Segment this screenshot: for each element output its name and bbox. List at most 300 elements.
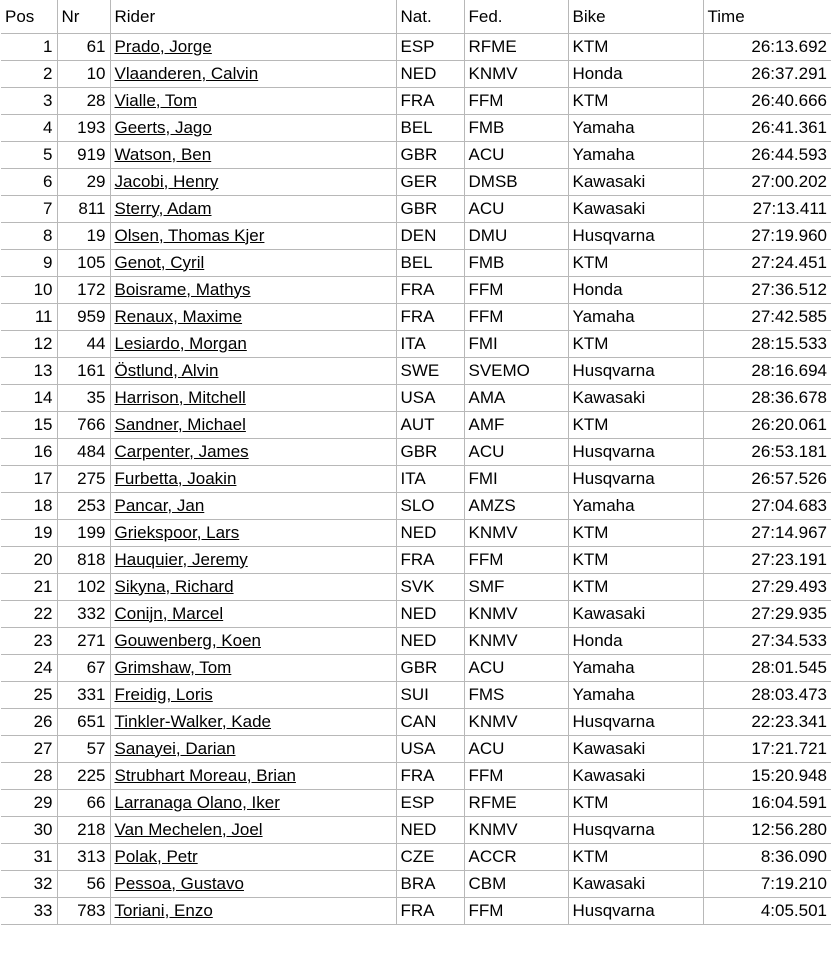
cell-federation: AMZS: [464, 492, 568, 519]
cell-position: 13: [1, 357, 57, 384]
table-header-row: [1, 0, 831, 33]
cell-number: 218: [57, 816, 110, 843]
cell-bike: Kawasaki: [568, 195, 703, 222]
rider-link[interactable]: Renaux, Maxime: [114, 306, 243, 326]
cell-federation: RFME: [464, 33, 568, 60]
cell-federation: ACU: [464, 654, 568, 681]
cell-bike: KTM: [568, 519, 703, 546]
cell-number: 331: [57, 681, 110, 708]
cell-number: 313: [57, 843, 110, 870]
cell-bike: Yamaha: [568, 303, 703, 330]
cell-rider: [110, 789, 396, 816]
cell-bike: Yamaha: [568, 492, 703, 519]
cell-federation: FFM: [464, 546, 568, 573]
cell-number: 61: [57, 33, 110, 60]
cell-nationality: GBR: [396, 195, 464, 222]
cell-position: 10: [1, 276, 57, 303]
rider-link[interactable]: Sterry, Adam: [114, 198, 212, 218]
cell-nationality: NED: [396, 816, 464, 843]
cell-position: 1: [1, 33, 57, 60]
rider-link[interactable]: Vialle, Tom: [114, 90, 198, 110]
cell-time: 28:15.533: [703, 330, 831, 357]
rider-link[interactable]: Gouwenberg, Koen: [114, 630, 261, 650]
cell-rider: [110, 897, 396, 924]
cell-nationality: FRA: [396, 276, 464, 303]
cell-time: 26:20.061: [703, 411, 831, 438]
cell-federation: ACU: [464, 735, 568, 762]
cell-time: 22:23.341: [703, 708, 831, 735]
cell-rider: [110, 627, 396, 654]
cell-time: 27:19.960: [703, 222, 831, 249]
cell-nationality: BRA: [396, 870, 464, 897]
cell-position: 5: [1, 141, 57, 168]
cell-position: 29: [1, 789, 57, 816]
cell-number: 19: [57, 222, 110, 249]
cell-time: 26:44.593: [703, 141, 831, 168]
cell-time: 12:56.280: [703, 816, 831, 843]
rider-link[interactable]: Furbetta, Joakin: [114, 468, 237, 488]
cell-nationality: BEL: [396, 114, 464, 141]
cell-federation: KNMV: [464, 708, 568, 735]
cell-position: 32: [1, 870, 57, 897]
rider-link[interactable]: Polak, Petr: [114, 846, 198, 866]
cell-number: 783: [57, 897, 110, 924]
cell-bike: KTM: [568, 87, 703, 114]
rider-link[interactable]: Vlaanderen, Calvin: [114, 63, 259, 83]
cell-nationality: SUI: [396, 681, 464, 708]
table-row: [1, 627, 831, 654]
table-row: [1, 276, 831, 303]
cell-rider: [110, 708, 396, 735]
cell-rider: [110, 60, 396, 87]
table-row: [1, 114, 831, 141]
cell-nationality: GER: [396, 168, 464, 195]
cell-position: 14: [1, 384, 57, 411]
cell-nationality: CAN: [396, 708, 464, 735]
cell-number: 253: [57, 492, 110, 519]
cell-federation: FMI: [464, 465, 568, 492]
table-row: [1, 357, 831, 384]
table-row: [1, 870, 831, 897]
cell-time: 28:16.694: [703, 357, 831, 384]
table-row: [1, 843, 831, 870]
cell-rider: [110, 303, 396, 330]
cell-number: 225: [57, 762, 110, 789]
table-row: [1, 60, 831, 87]
cell-nationality: FRA: [396, 546, 464, 573]
rider-link[interactable]: Jacobi, Henry: [114, 171, 219, 191]
cell-bike: KTM: [568, 843, 703, 870]
rider-link[interactable]: Carpenter, James: [114, 441, 249, 461]
cell-federation: ACU: [464, 195, 568, 222]
cell-number: 161: [57, 357, 110, 384]
cell-time: 8:36.090: [703, 843, 831, 870]
cell-time: 4:05.501: [703, 897, 831, 924]
cell-bike: Husqvarna: [568, 816, 703, 843]
rider-link[interactable]: Freidig, Loris: [114, 684, 213, 704]
table-row: [1, 411, 831, 438]
cell-rider: [110, 681, 396, 708]
cell-rider: [110, 843, 396, 870]
cell-nationality: NED: [396, 60, 464, 87]
cell-number: 275: [57, 465, 110, 492]
cell-rider: [110, 465, 396, 492]
cell-number: 56: [57, 870, 110, 897]
cell-time: 26:13.692: [703, 33, 831, 60]
cell-position: 27: [1, 735, 57, 762]
cell-rider: [110, 654, 396, 681]
cell-bike: KTM: [568, 546, 703, 573]
cell-number: 35: [57, 384, 110, 411]
cell-nationality: GBR: [396, 654, 464, 681]
cell-rider: [110, 546, 396, 573]
rider-link[interactable]: Lesiardo, Morgan: [114, 333, 247, 353]
rider-link[interactable]: Conijn, Marcel: [114, 603, 224, 623]
cell-time: 27:23.191: [703, 546, 831, 573]
cell-rider: [110, 573, 396, 600]
cell-position: 21: [1, 573, 57, 600]
table-row: [1, 708, 831, 735]
cell-rider: [110, 249, 396, 276]
cell-number: 172: [57, 276, 110, 303]
cell-nationality: FRA: [396, 87, 464, 114]
cell-number: 67: [57, 654, 110, 681]
cell-nationality: SLO: [396, 492, 464, 519]
rider-link[interactable]: Tinkler-Walker, Kade: [114, 711, 272, 731]
cell-federation: FMB: [464, 114, 568, 141]
cell-number: 193: [57, 114, 110, 141]
cell-federation: AMF: [464, 411, 568, 438]
column-header-nr: Nr: [57, 0, 110, 33]
cell-nationality: NED: [396, 627, 464, 654]
cell-nationality: NED: [396, 519, 464, 546]
cell-time: 27:29.935: [703, 600, 831, 627]
cell-nationality: ITA: [396, 330, 464, 357]
table-row: [1, 249, 831, 276]
cell-bike: KTM: [568, 33, 703, 60]
rider-link[interactable]: Sikyna, Richard: [114, 576, 234, 596]
cell-rider: [110, 384, 396, 411]
table-row: [1, 141, 831, 168]
table-row: [1, 465, 831, 492]
table-row: [1, 897, 831, 924]
cell-position: 4: [1, 114, 57, 141]
cell-number: 44: [57, 330, 110, 357]
cell-nationality: ESP: [396, 789, 464, 816]
cell-bike: Kawasaki: [568, 600, 703, 627]
table-row: [1, 735, 831, 762]
cell-nationality: NED: [396, 600, 464, 627]
column-header-nat: Nat.: [396, 0, 464, 33]
cell-nationality: SWE: [396, 357, 464, 384]
cell-federation: FFM: [464, 897, 568, 924]
cell-time: 27:29.493: [703, 573, 831, 600]
rider-link[interactable]: Watson, Ben: [114, 144, 212, 164]
cell-bike: KTM: [568, 330, 703, 357]
cell-rider: [110, 195, 396, 222]
cell-bike: Kawasaki: [568, 735, 703, 762]
cell-federation: FFM: [464, 87, 568, 114]
cell-bike: Kawasaki: [568, 870, 703, 897]
cell-federation: KNMV: [464, 519, 568, 546]
cell-number: 484: [57, 438, 110, 465]
cell-number: 28: [57, 87, 110, 114]
table-row: [1, 573, 831, 600]
cell-federation: CBM: [464, 870, 568, 897]
cell-position: 16: [1, 438, 57, 465]
cell-bike: Husqvarna: [568, 438, 703, 465]
cell-position: 23: [1, 627, 57, 654]
cell-time: 15:20.948: [703, 762, 831, 789]
table-row: [1, 168, 831, 195]
cell-federation: KNMV: [464, 600, 568, 627]
table-row: [1, 600, 831, 627]
cell-rider: [110, 168, 396, 195]
table-row: [1, 330, 831, 357]
cell-number: 199: [57, 519, 110, 546]
rider-link[interactable]: Larranaga Olano, Iker: [114, 792, 280, 812]
cell-position: 31: [1, 843, 57, 870]
cell-number: 57: [57, 735, 110, 762]
cell-position: 2: [1, 60, 57, 87]
cell-time: 7:19.210: [703, 870, 831, 897]
cell-nationality: FRA: [396, 762, 464, 789]
cell-time: 17:21.721: [703, 735, 831, 762]
cell-federation: FFM: [464, 276, 568, 303]
cell-nationality: USA: [396, 735, 464, 762]
column-header-bike: Bike: [568, 0, 703, 33]
cell-time: 28:01.545: [703, 654, 831, 681]
cell-federation: ACU: [464, 141, 568, 168]
cell-bike: Kawasaki: [568, 168, 703, 195]
cell-nationality: BEL: [396, 249, 464, 276]
cell-position: 8: [1, 222, 57, 249]
cell-position: 9: [1, 249, 57, 276]
cell-federation: DMU: [464, 222, 568, 249]
cell-time: 27:36.512: [703, 276, 831, 303]
rider-link[interactable]: Sandner, Michael: [114, 414, 246, 434]
cell-position: 3: [1, 87, 57, 114]
cell-nationality: GBR: [396, 438, 464, 465]
rider-link[interactable]: Grimshaw, Tom: [114, 657, 232, 677]
cell-rider: [110, 114, 396, 141]
cell-nationality: GBR: [396, 141, 464, 168]
cell-time: 26:40.666: [703, 87, 831, 114]
column-header-time: Time: [703, 0, 831, 33]
cell-time: 26:37.291: [703, 60, 831, 87]
cell-bike: Yamaha: [568, 654, 703, 681]
table-row: [1, 681, 831, 708]
cell-federation: ACCR: [464, 843, 568, 870]
cell-rider: [110, 438, 396, 465]
cell-time: 27:13.411: [703, 195, 831, 222]
cell-rider: [110, 411, 396, 438]
cell-rider: [110, 222, 396, 249]
cell-position: 11: [1, 303, 57, 330]
table-row: [1, 384, 831, 411]
table-row: [1, 654, 831, 681]
cell-federation: SMF: [464, 573, 568, 600]
cell-federation: FMI: [464, 330, 568, 357]
cell-rider: [110, 762, 396, 789]
cell-time: 27:04.683: [703, 492, 831, 519]
cell-position: 24: [1, 654, 57, 681]
cell-nationality: USA: [396, 384, 464, 411]
cell-time: 28:36.678: [703, 384, 831, 411]
cell-bike: Husqvarna: [568, 357, 703, 384]
cell-position: 12: [1, 330, 57, 357]
cell-bike: Husqvarna: [568, 222, 703, 249]
cell-position: 18: [1, 492, 57, 519]
cell-federation: AMA: [464, 384, 568, 411]
rider-link[interactable]: Olsen, Thomas Kjer: [114, 225, 265, 245]
rider-link[interactable]: Hauquier, Jeremy: [114, 549, 248, 569]
cell-time: 26:57.526: [703, 465, 831, 492]
cell-bike: KTM: [568, 249, 703, 276]
rider-link[interactable]: Van Mechelen, Joel: [114, 819, 263, 839]
column-header-pos: Pos: [1, 0, 57, 33]
cell-time: 28:03.473: [703, 681, 831, 708]
cell-bike: Husqvarna: [568, 708, 703, 735]
table-row: [1, 762, 831, 789]
cell-rider: [110, 357, 396, 384]
cell-number: 66: [57, 789, 110, 816]
cell-nationality: ITA: [396, 465, 464, 492]
cell-bike: Kawasaki: [568, 762, 703, 789]
cell-rider: [110, 141, 396, 168]
cell-rider: [110, 87, 396, 114]
cell-time: 27:00.202: [703, 168, 831, 195]
cell-position: 20: [1, 546, 57, 573]
cell-time: 26:41.361: [703, 114, 831, 141]
cell-federation: RFME: [464, 789, 568, 816]
table-row: [1, 303, 831, 330]
rider-link[interactable]: Harrison, Mitchell: [114, 387, 246, 407]
cell-federation: DMSB: [464, 168, 568, 195]
cell-bike: KTM: [568, 411, 703, 438]
cell-time: 16:04.591: [703, 789, 831, 816]
cell-number: 10: [57, 60, 110, 87]
cell-nationality: FRA: [396, 897, 464, 924]
cell-federation: FFM: [464, 762, 568, 789]
cell-federation: FMB: [464, 249, 568, 276]
cell-bike: Honda: [568, 627, 703, 654]
cell-nationality: SVK: [396, 573, 464, 600]
table-row: [1, 492, 831, 519]
table-row: [1, 87, 831, 114]
cell-rider: [110, 816, 396, 843]
cell-nationality: AUT: [396, 411, 464, 438]
cell-bike: Kawasaki: [568, 384, 703, 411]
cell-time: 27:14.967: [703, 519, 831, 546]
cell-position: 26: [1, 708, 57, 735]
table-row: [1, 546, 831, 573]
cell-federation: KNMV: [464, 816, 568, 843]
cell-number: 271: [57, 627, 110, 654]
rider-link[interactable]: Pessoa, Gustavo: [114, 873, 244, 893]
cell-nationality: DEN: [396, 222, 464, 249]
cell-position: 17: [1, 465, 57, 492]
cell-rider: [110, 33, 396, 60]
rider-link[interactable]: Sanayei, Darian: [114, 738, 236, 758]
cell-bike: Honda: [568, 60, 703, 87]
cell-number: 766: [57, 411, 110, 438]
rider-link[interactable]: Toriani, Enzo: [114, 900, 213, 920]
cell-nationality: CZE: [396, 843, 464, 870]
cell-bike: Husqvarna: [568, 465, 703, 492]
results-body: [1, 33, 831, 924]
cell-rider: [110, 870, 396, 897]
rider-link[interactable]: Genot, Cyril: [114, 252, 205, 272]
cell-number: 29: [57, 168, 110, 195]
cell-time: 27:24.451: [703, 249, 831, 276]
rider-link[interactable]: Östlund, Alvin: [114, 360, 219, 380]
cell-bike: KTM: [568, 789, 703, 816]
cell-bike: Husqvarna: [568, 897, 703, 924]
table-row: [1, 222, 831, 249]
column-header-rider: Rider: [110, 0, 396, 33]
cell-federation: ACU: [464, 438, 568, 465]
cell-bike: Yamaha: [568, 141, 703, 168]
table-row: [1, 519, 831, 546]
rider-link[interactable]: Griekspoor, Lars: [114, 522, 240, 542]
cell-position: 22: [1, 600, 57, 627]
results-table: [1, 0, 831, 925]
cell-rider: [110, 519, 396, 546]
cell-number: 959: [57, 303, 110, 330]
cell-time: 26:53.181: [703, 438, 831, 465]
cell-position: 6: [1, 168, 57, 195]
cell-rider: [110, 600, 396, 627]
cell-position: 25: [1, 681, 57, 708]
rider-link[interactable]: Boisrame, Mathys: [114, 279, 251, 299]
cell-position: 7: [1, 195, 57, 222]
table-row: [1, 438, 831, 465]
cell-nationality: FRA: [396, 303, 464, 330]
cell-position: 30: [1, 816, 57, 843]
cell-federation: SVEMO: [464, 357, 568, 384]
rider-link[interactable]: Pancar, Jan: [114, 495, 205, 515]
cell-bike: KTM: [568, 573, 703, 600]
cell-bike: Yamaha: [568, 114, 703, 141]
cell-position: 28: [1, 762, 57, 789]
cell-federation: FMS: [464, 681, 568, 708]
column-header-fed: Fed.: [464, 0, 568, 33]
cell-number: 919: [57, 141, 110, 168]
table-row: [1, 789, 831, 816]
cell-number: 332: [57, 600, 110, 627]
cell-bike: Yamaha: [568, 681, 703, 708]
cell-number: 105: [57, 249, 110, 276]
cell-rider: [110, 330, 396, 357]
rider-link[interactable]: Geerts, Jago: [114, 117, 212, 137]
cell-rider: [110, 492, 396, 519]
cell-position: 15: [1, 411, 57, 438]
cell-number: 811: [57, 195, 110, 222]
cell-bike: Honda: [568, 276, 703, 303]
cell-rider: [110, 735, 396, 762]
cell-number: 102: [57, 573, 110, 600]
cell-federation: FFM: [464, 303, 568, 330]
cell-number: 651: [57, 708, 110, 735]
rider-link[interactable]: Strubhart Moreau, Brian: [114, 765, 296, 785]
cell-time: 27:42.585: [703, 303, 831, 330]
cell-position: 19: [1, 519, 57, 546]
rider-link[interactable]: Prado, Jorge: [114, 36, 212, 56]
table-row: [1, 33, 831, 60]
cell-nationality: ESP: [396, 33, 464, 60]
cell-number: 818: [57, 546, 110, 573]
